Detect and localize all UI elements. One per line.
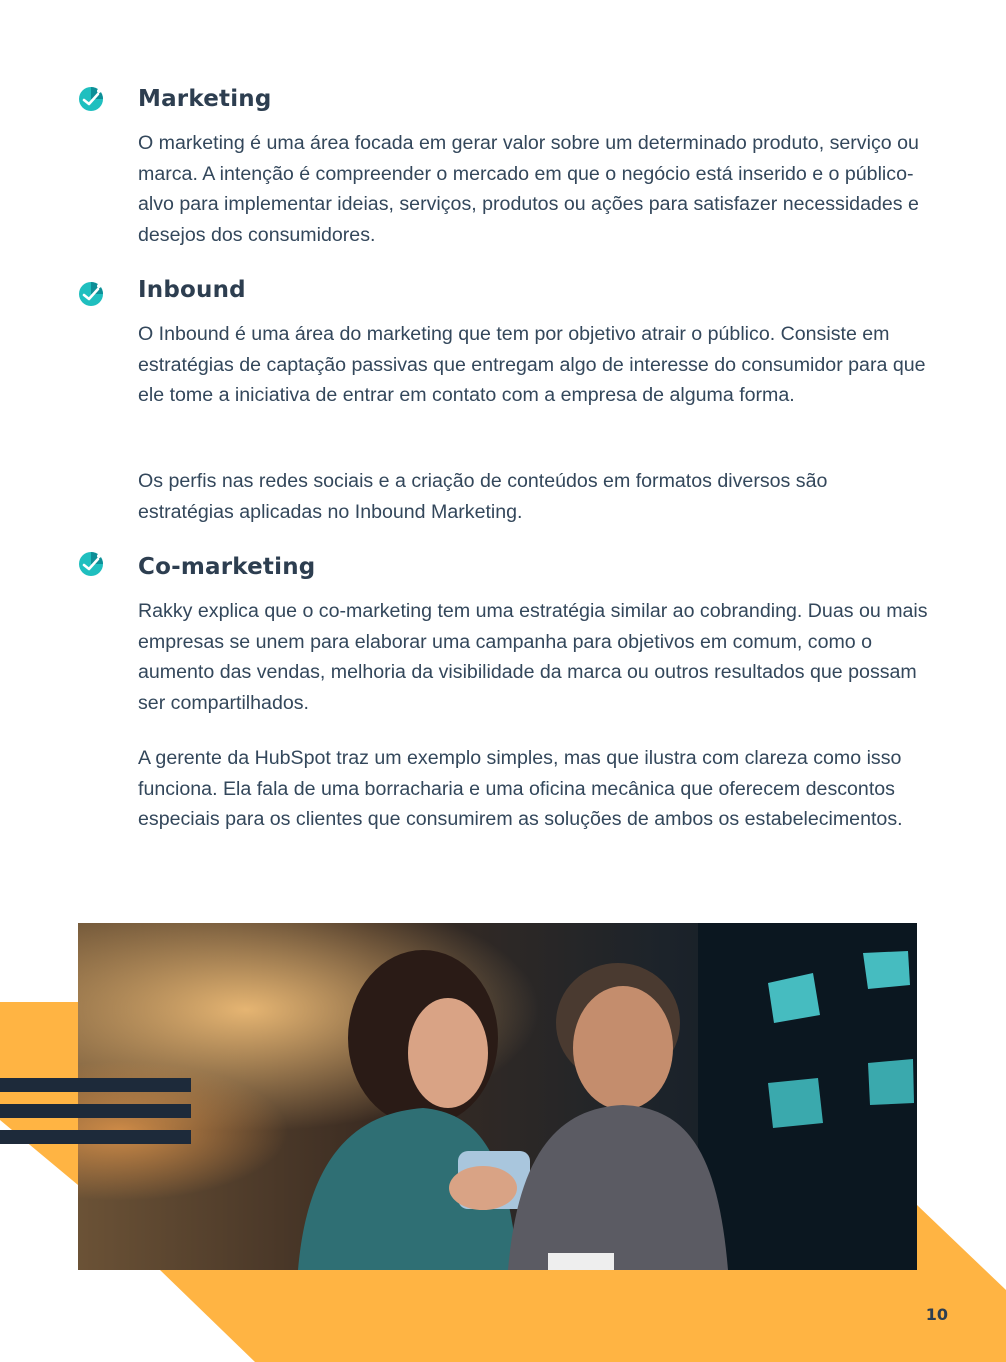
section-paragraph: Os perfis nas redes sociais e a criação de conteúdos em formatos diversos são estratégias aplicadas no Inbound Marketing.: [138, 470, 828, 523]
section-heading: Inbound: [138, 277, 246, 303]
section-paragraph: O marketing é uma área focada em gerar valor sobre um determinado produto, serviço ou marca. A intenção é compreender o mercado em que o negócio está inserido e o público-alvo para implementar ideias, serviços, produtos ou ações para satisfazer necessidades e desejos dos consumidores.: [138, 132, 919, 246]
growth-check-icon: [78, 551, 104, 577]
section-paragraph: A gerente da HubSpot traz um exemplo simples, mas que ilustra com clareza como isso funciona. Ela fala de uma borracharia e uma oficina mecânica que oferecem descontos especiais para os clientes que consumirem as soluções de ambos os estabelecimentos.: [138, 747, 903, 831]
page-number: 10: [925, 1305, 948, 1324]
photo-illustration: [78, 923, 917, 1270]
section-heading: Co-marketing: [138, 554, 316, 580]
section-paragraph: O Inbound é uma área do marketing que tem por objetivo atrair o público. Consiste em estratégias de captação passivas que entregam algo de interesse do consumidor para que ele tome a iniciativa de entrar em contato com a empresa de alguma forma.: [138, 323, 926, 407]
section-paragraph: Rakky explica que o co-marketing tem uma estratégia similar ao cobranding. Duas ou mais empresas se unem para elaborar uma campanha para objetivos em comum, como o aumento das vendas, melhoria da visibilidade da marca ou outros resultados que possam ser compartilhados.: [138, 600, 928, 714]
photo-two-people-at-monitor: [78, 923, 917, 1270]
growth-check-icon: [78, 86, 104, 112]
decorative-stripes: [0, 1078, 200, 1148]
growth-check-icon: [78, 281, 104, 307]
section-heading: Marketing: [138, 86, 272, 112]
